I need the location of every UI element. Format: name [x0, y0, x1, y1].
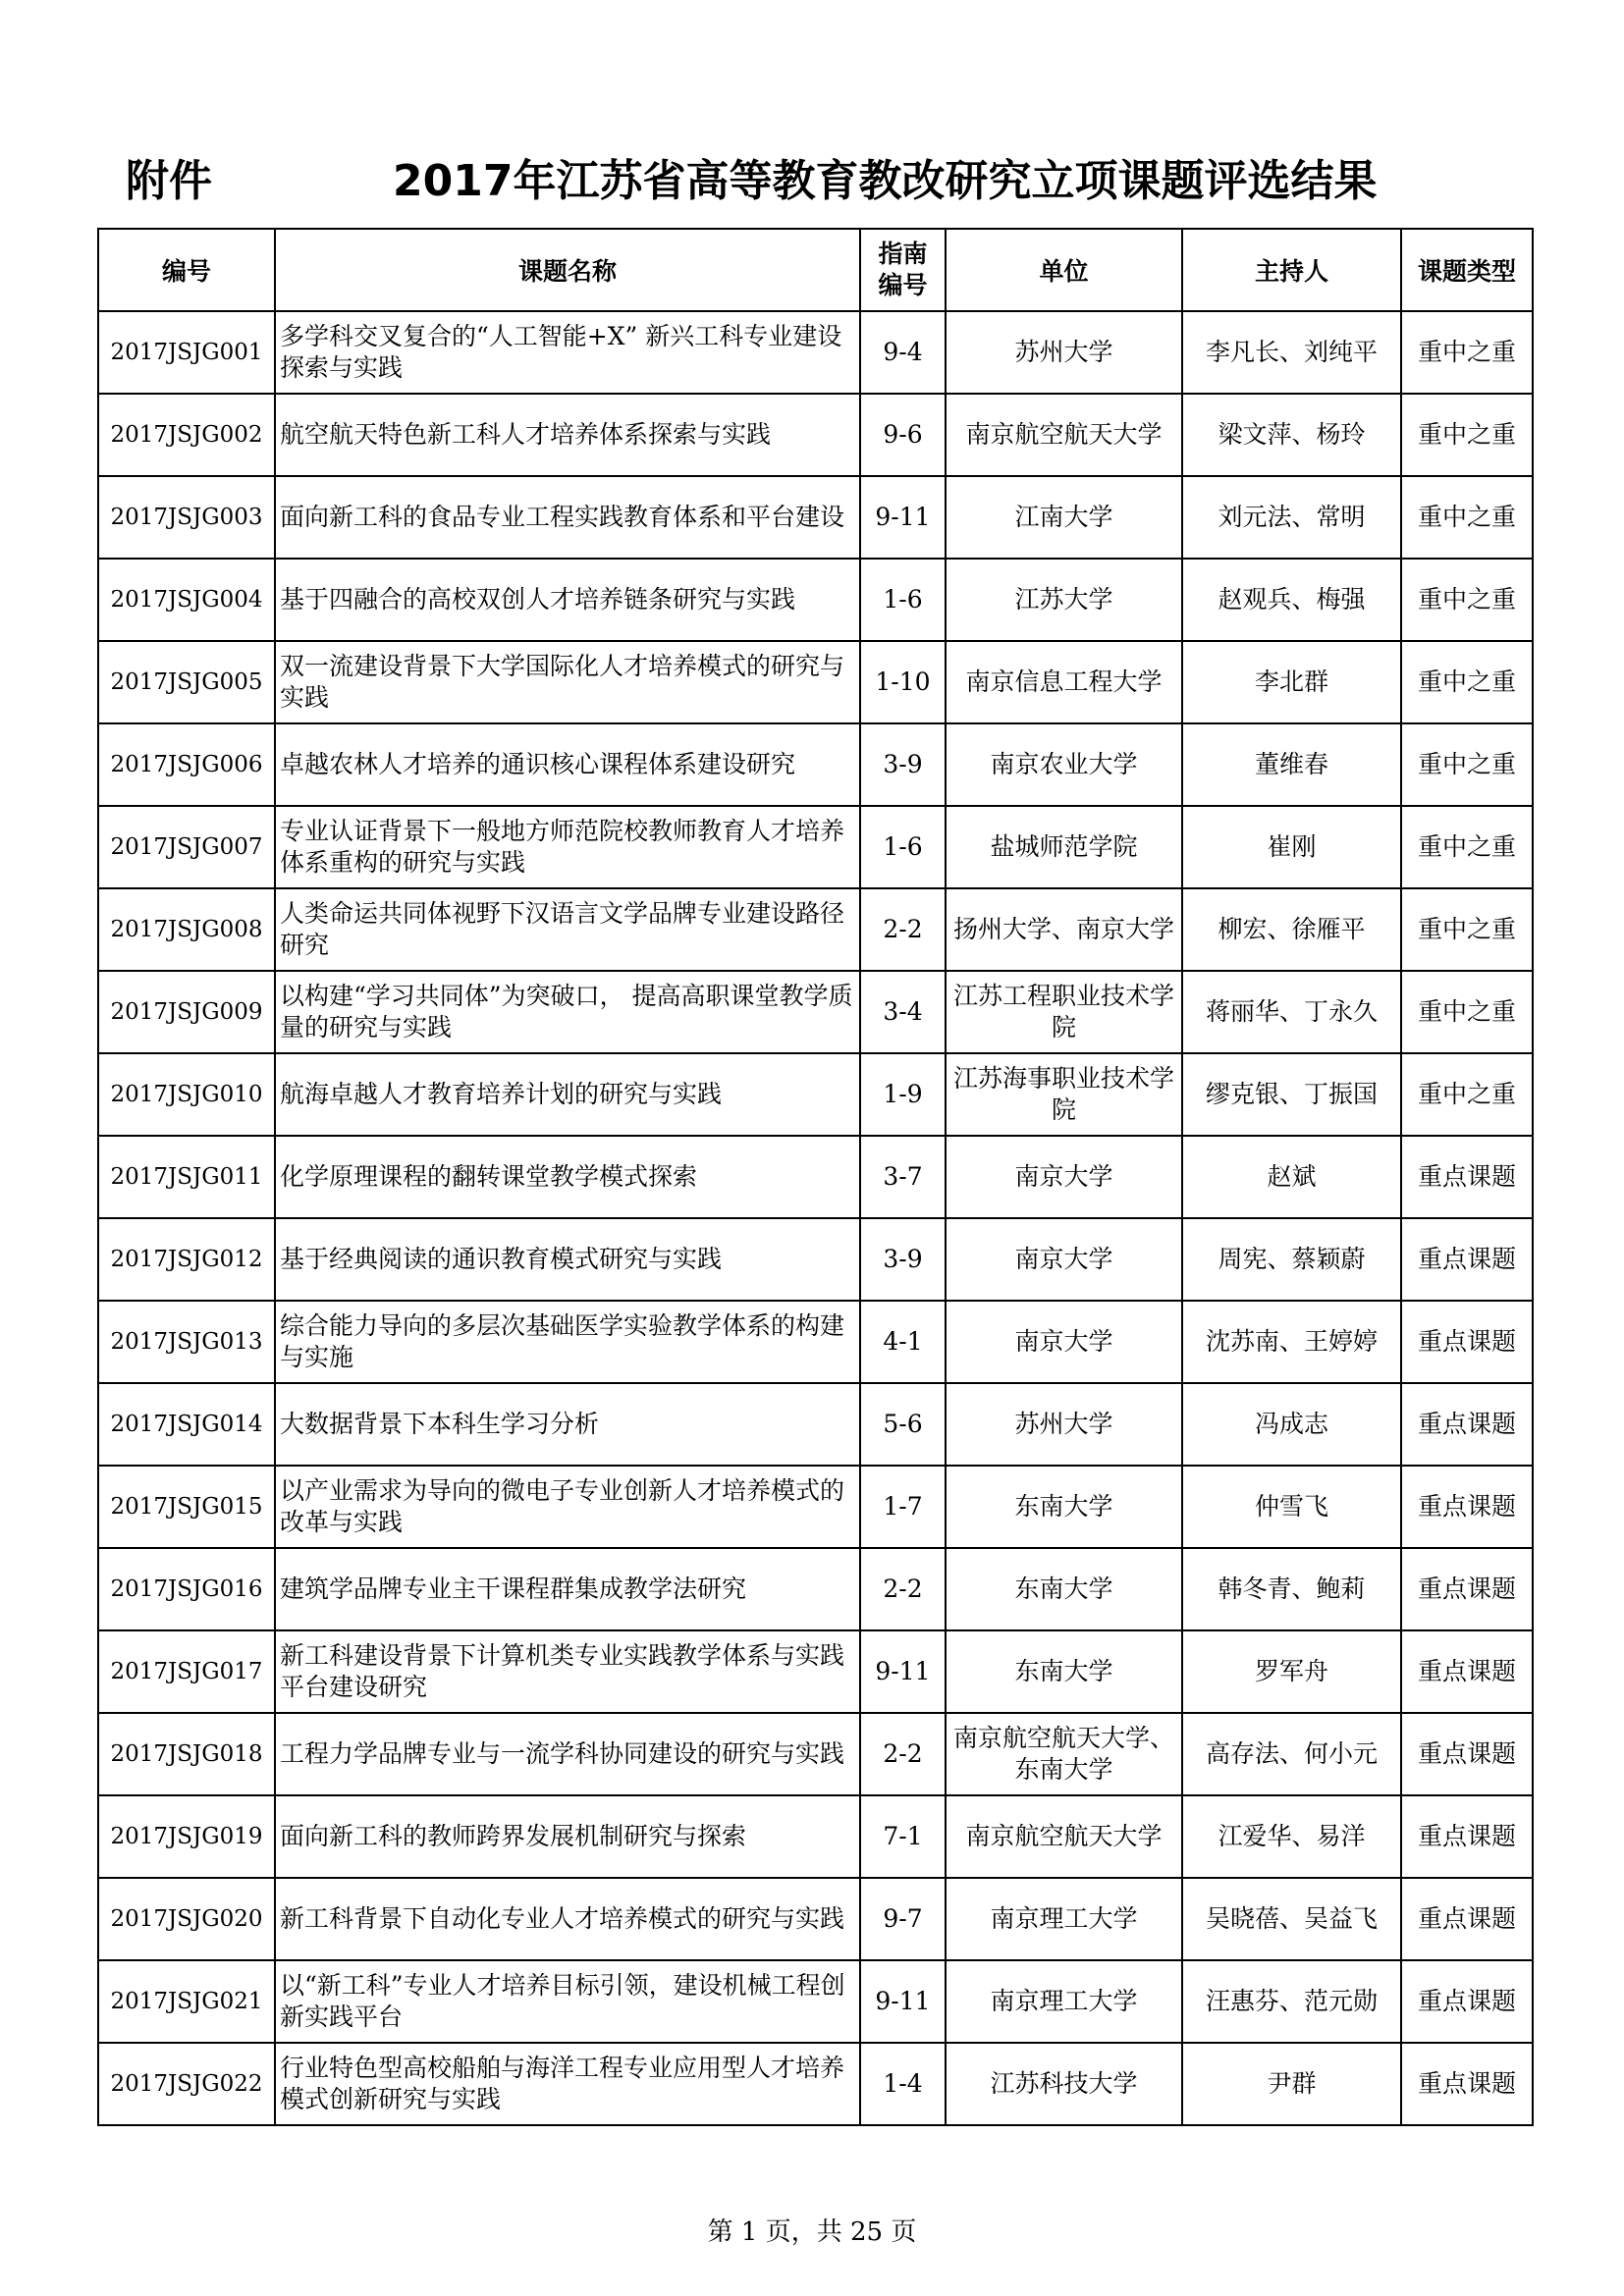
header-id: 编号 — [98, 229, 275, 311]
cell-id: 2017JSJG017 — [98, 1630, 275, 1713]
cell-id: 2017JSJG018 — [98, 1713, 275, 1795]
header-type: 课题类型 — [1401, 229, 1533, 311]
table-row — [98, 1466, 1533, 1548]
attachment-label: 附件 — [126, 156, 212, 206]
cell-host: 冯成志 — [1182, 1383, 1401, 1466]
cell-unit: 江苏科技大学 — [946, 2043, 1182, 2125]
table-row — [98, 1960, 1533, 2043]
table-row — [98, 1383, 1533, 1466]
header-guide-line2: 编号 — [878, 271, 928, 299]
table-row — [98, 1878, 1533, 1960]
cell-type: 重中之重 — [1401, 888, 1533, 971]
table-body — [98, 311, 1533, 2125]
table-row — [98, 1053, 1533, 1136]
cell-host: 缪克银、丁振国 — [1182, 1053, 1401, 1136]
cell-host: 崔刚 — [1182, 806, 1401, 888]
cell-name: 工程力学品牌专业与一流学科协同建设的研究与实践 — [275, 1713, 860, 1795]
cell-guide: 2-2 — [860, 888, 946, 971]
cell-name: 新工科背景下自动化专业人才培养模式的研究与实践 — [275, 1878, 860, 1960]
cell-unit: 江苏工程职业技术学院 — [946, 971, 1182, 1053]
cell-unit: 扬州大学、南京大学 — [946, 888, 1182, 971]
page-footer: 第 1 页，共 25 页 — [707, 2217, 917, 2247]
cell-id: 2017JSJG014 — [98, 1383, 275, 1466]
cell-host: 周宪、蔡颖蔚 — [1182, 1218, 1401, 1301]
cell-name: 建筑学品牌专业主干课程群集成教学法研究 — [275, 1548, 860, 1630]
cell-guide: 5-6 — [860, 1383, 946, 1466]
cell-id: 2017JSJG021 — [98, 1960, 275, 2043]
cell-host: 梁文萍、杨玲 — [1182, 394, 1401, 476]
cell-host: 仲雪飞 — [1182, 1466, 1401, 1548]
table-row — [98, 1301, 1533, 1383]
header-host: 主持人 — [1182, 229, 1401, 311]
cell-unit: 南京航空航天大学、东南大学 — [946, 1713, 1182, 1795]
table-row — [98, 806, 1533, 888]
cell-guide: 1-6 — [860, 559, 946, 641]
cell-unit: 苏州大学 — [946, 311, 1182, 394]
table-row — [98, 394, 1533, 476]
cell-id: 2017JSJG009 — [98, 971, 275, 1053]
table-row — [98, 971, 1533, 1053]
cell-unit: 南京航空航天大学 — [946, 394, 1182, 476]
cell-type: 重点课题 — [1401, 1713, 1533, 1795]
cell-id: 2017JSJG012 — [98, 1218, 275, 1301]
cell-type: 重中之重 — [1401, 476, 1533, 559]
cell-unit: 南京农业大学 — [946, 723, 1182, 806]
cell-id: 2017JSJG006 — [98, 723, 275, 806]
cell-name: 双一流建设背景下大学国际化人才培养模式的研究与实践 — [275, 641, 860, 723]
cell-name: 以“新工科”专业人才培养目标引领，建设机械工程创新实践平台 — [275, 1960, 860, 2043]
cell-guide: 9-11 — [860, 1960, 946, 2043]
cell-id: 2017JSJG016 — [98, 1548, 275, 1630]
cell-name: 面向新工科的食品专业工程实践教育体系和平台建设 — [275, 476, 860, 559]
cell-type: 重点课题 — [1401, 1218, 1533, 1301]
table-row — [98, 311, 1533, 394]
cell-type: 重点课题 — [1401, 2043, 1533, 2125]
table-row — [98, 1795, 1533, 1878]
cell-guide: 9-11 — [860, 476, 946, 559]
cell-id: 2017JSJG003 — [98, 476, 275, 559]
cell-guide: 3-9 — [860, 1218, 946, 1301]
table-row — [98, 1136, 1533, 1218]
page-title: 2017年江苏省高等教育教改研究立项课题评选结果 — [393, 156, 1378, 206]
cell-name: 卓越农林人才培养的通识核心课程体系建设研究 — [275, 723, 860, 806]
table-row — [98, 723, 1533, 806]
cell-guide: 9-11 — [860, 1630, 946, 1713]
cell-host: 李凡长、刘纯平 — [1182, 311, 1401, 394]
cell-unit: 南京大学 — [946, 1136, 1182, 1218]
cell-id: 2017JSJG008 — [98, 888, 275, 971]
table-row — [98, 1548, 1533, 1630]
cell-type: 重点课题 — [1401, 1136, 1533, 1218]
cell-type: 重中之重 — [1401, 971, 1533, 1053]
cell-guide: 9-4 — [860, 311, 946, 394]
cell-type: 重中之重 — [1401, 311, 1533, 394]
cell-type: 重点课题 — [1401, 1548, 1533, 1630]
cell-guide: 1-10 — [860, 641, 946, 723]
cell-name: 以产业需求为导向的微电子专业创新人才培养模式的改革与实践 — [275, 1466, 860, 1548]
table-header-row — [98, 229, 1533, 311]
table-row — [98, 1713, 1533, 1795]
cell-id: 2017JSJG007 — [98, 806, 275, 888]
cell-unit: 南京大学 — [946, 1301, 1182, 1383]
cell-unit: 盐城师范学院 — [946, 806, 1182, 888]
table-row — [98, 559, 1533, 641]
table-row — [98, 476, 1533, 559]
cell-id: 2017JSJG004 — [98, 559, 275, 641]
cell-id: 2017JSJG013 — [98, 1301, 275, 1383]
cell-type: 重点课题 — [1401, 1960, 1533, 2043]
cell-unit: 江苏大学 — [946, 559, 1182, 641]
cell-guide: 1-4 — [860, 2043, 946, 2125]
cell-guide: 1-9 — [860, 1053, 946, 1136]
cell-unit: 南京理工大学 — [946, 1960, 1182, 2043]
cell-host: 尹群 — [1182, 2043, 1401, 2125]
cell-id: 2017JSJG001 — [98, 311, 275, 394]
table-row — [98, 641, 1533, 723]
cell-guide: 2-2 — [860, 1713, 946, 1795]
table-row — [98, 2043, 1533, 2125]
cell-guide: 3-7 — [860, 1136, 946, 1218]
cell-type: 重点课题 — [1401, 1301, 1533, 1383]
cell-name: 大数据背景下本科生学习分析 — [275, 1383, 860, 1466]
cell-unit: 南京信息工程大学 — [946, 641, 1182, 723]
cell-unit: 东南大学 — [946, 1548, 1182, 1630]
cell-host: 吴晓蓓、吴益飞 — [1182, 1878, 1401, 1960]
cell-name: 基于经典阅读的通识教育模式研究与实践 — [275, 1218, 860, 1301]
results-table — [97, 228, 1534, 2126]
cell-name: 综合能力导向的多层次基础医学实验教学体系的构建与实施 — [275, 1301, 860, 1383]
cell-host: 高存法、何小元 — [1182, 1713, 1401, 1795]
cell-type: 重中之重 — [1401, 394, 1533, 476]
cell-guide: 9-7 — [860, 1878, 946, 1960]
cell-type: 重点课题 — [1401, 1383, 1533, 1466]
cell-id: 2017JSJG011 — [98, 1136, 275, 1218]
cell-id: 2017JSJG015 — [98, 1466, 275, 1548]
header-guide-line1: 指南 — [878, 240, 928, 268]
cell-guide: 1-7 — [860, 1466, 946, 1548]
cell-host: 江爱华、易洋 — [1182, 1795, 1401, 1878]
cell-unit: 南京理工大学 — [946, 1878, 1182, 1960]
cell-id: 2017JSJG005 — [98, 641, 275, 723]
cell-type: 重中之重 — [1401, 806, 1533, 888]
cell-type: 重中之重 — [1401, 559, 1533, 641]
cell-guide: 7-1 — [860, 1795, 946, 1878]
cell-name: 航空航天特色新工科人才培养体系探索与实践 — [275, 394, 860, 476]
cell-name: 以构建“学习共同体”为突破口， 提高高职课堂教学质量的研究与实践 — [275, 971, 860, 1053]
table-row — [98, 1630, 1533, 1713]
cell-guide: 3-4 — [860, 971, 946, 1053]
cell-name: 人类命运共同体视野下汉语言文学品牌专业建设路径研究 — [275, 888, 860, 971]
cell-type: 重中之重 — [1401, 641, 1533, 723]
cell-id: 2017JSJG022 — [98, 2043, 275, 2125]
cell-name: 新工科建设背景下计算机类专业实践教学体系与实践平台建设研究 — [275, 1630, 860, 1713]
header-name: 课题名称 — [275, 229, 860, 311]
cell-name: 化学原理课程的翻转课堂教学模式探索 — [275, 1136, 860, 1218]
cell-name: 基于四融合的高校双创人才培养链条研究与实践 — [275, 559, 860, 641]
cell-host: 蒋丽华、丁永久 — [1182, 971, 1401, 1053]
cell-id: 2017JSJG010 — [98, 1053, 275, 1136]
cell-unit: 江南大学 — [946, 476, 1182, 559]
cell-unit: 南京大学 — [946, 1218, 1182, 1301]
cell-type: 重中之重 — [1401, 723, 1533, 806]
cell-host: 赵观兵、梅强 — [1182, 559, 1401, 641]
table-row — [98, 1218, 1533, 1301]
cell-type: 重中之重 — [1401, 1053, 1533, 1136]
cell-host: 柳宏、徐雁平 — [1182, 888, 1401, 971]
cell-host: 汪惠芬、范元勋 — [1182, 1960, 1401, 2043]
cell-name: 多学科交叉复合的“人工智能+X” 新兴工科专业建设探索与实践 — [275, 311, 860, 394]
cell-name: 面向新工科的教师跨界发展机制研究与探索 — [275, 1795, 860, 1878]
cell-host: 赵斌 — [1182, 1136, 1401, 1218]
cell-guide: 9-6 — [860, 394, 946, 476]
cell-host: 罗军舟 — [1182, 1630, 1401, 1713]
cell-guide: 1-6 — [860, 806, 946, 888]
cell-unit: 东南大学 — [946, 1466, 1182, 1548]
header-unit: 单位 — [946, 229, 1182, 311]
cell-id: 2017JSJG002 — [98, 394, 275, 476]
cell-name: 专业认证背景下一般地方师范院校教师教育人才培养体系重构的研究与实践 — [275, 806, 860, 888]
cell-host: 董维春 — [1182, 723, 1401, 806]
cell-id: 2017JSJG020 — [98, 1878, 275, 1960]
cell-host: 刘元法、常明 — [1182, 476, 1401, 559]
header-guide — [860, 229, 946, 311]
cell-host: 韩冬青、鲍莉 — [1182, 1548, 1401, 1630]
cell-name: 行业特色型高校船舶与海洋工程专业应用型人才培养模式创新研究与实践 — [275, 2043, 860, 2125]
cell-unit: 东南大学 — [946, 1630, 1182, 1713]
table-row — [98, 888, 1533, 971]
cell-host: 沈苏南、王婷婷 — [1182, 1301, 1401, 1383]
cell-guide: 2-2 — [860, 1548, 946, 1630]
cell-type: 重点课题 — [1401, 1630, 1533, 1713]
cell-type: 重点课题 — [1401, 1795, 1533, 1878]
cell-type: 重点课题 — [1401, 1466, 1533, 1548]
cell-guide: 4-1 — [860, 1301, 946, 1383]
cell-unit: 苏州大学 — [946, 1383, 1182, 1466]
cell-unit: 江苏海事职业技术学院 — [946, 1053, 1182, 1136]
cell-host: 李北群 — [1182, 641, 1401, 723]
cell-id: 2017JSJG019 — [98, 1795, 275, 1878]
cell-unit: 南京航空航天大学 — [946, 1795, 1182, 1878]
cell-type: 重点课题 — [1401, 1878, 1533, 1960]
cell-guide: 3-9 — [860, 723, 946, 806]
cell-name: 航海卓越人才教育培养计划的研究与实践 — [275, 1053, 860, 1136]
